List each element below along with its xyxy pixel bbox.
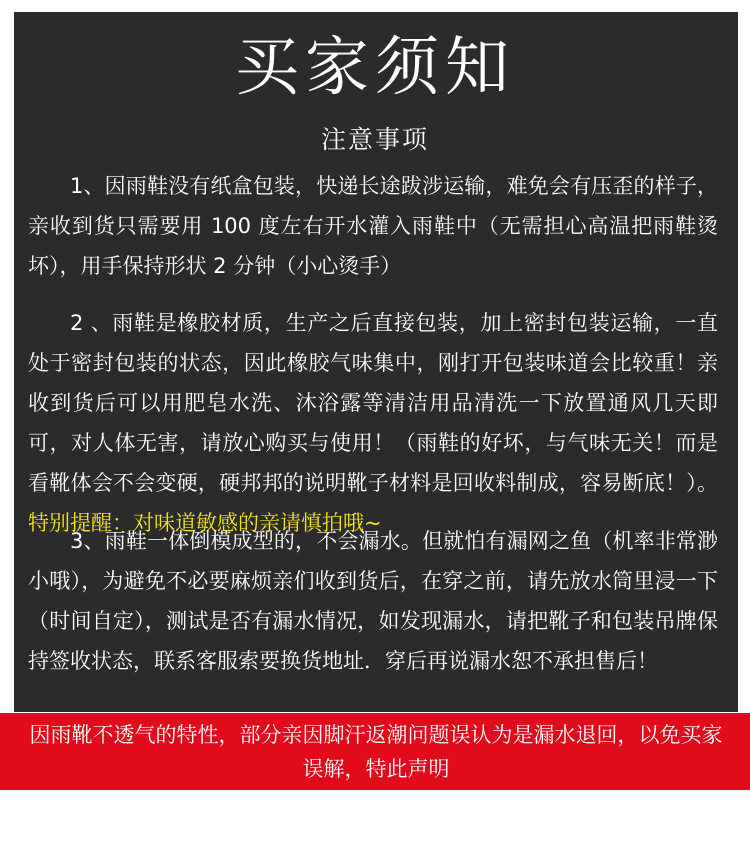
notice-item-2-text: 2 、雨鞋是橡胶材质，生产之后直接包装，加上密封包装运输，一直处于密封包装的状态，因此橡胶气味集中，刚打开包装味道会比较重！亲收到货后可以用肥皂水洗、沐浴露等清洁用品清洗一下放置通风几天即可，对人体无害，请放心购买与使用！（雨鞋的好坏，与气味无关！而是看靴体会不会变硬，硬邦邦的说明靴子材料是回收料制成，容易断底！）。	[28, 311, 718, 495]
page-title: 买家须知	[235, 31, 515, 105]
notice-item-3-text: 3、雨鞋一体倒模成型的，不会漏水。但就怕有漏网之鱼（机率非常渺小哦），为避免不必要麻烦亲们收到货后，在穿之前，请先放水筒里浸一下（时间自定），测试是否有漏水情况，如发现漏水，请把靴子和包装吊牌保持签收状态，联系客服索要换货地址．穿后再说漏水恕不承担售后！	[28, 529, 718, 673]
notice-item-2	[28, 303, 718, 543]
page-subtitle: 注意事项	[320, 125, 429, 154]
special-reminder: 特别提醒：对味道敏感的亲请慎拍哦~	[28, 511, 382, 535]
notice-item-1-text: 1、因雨鞋没有纸盒包装，快递长途跋涉运输，难免会有压歪的样子，亲收到货只需要用 100 度左右开水灌入雨鞋中（无需担心高温把雨鞋烫坏），用手保持形状 2 分钟（小心烫手）	[28, 174, 718, 278]
notice-item-1	[28, 166, 718, 286]
notice-item-3	[28, 521, 718, 681]
statement-text: 因雨靴不透气的特性，部分亲因脚汗返潮问题误认为是漏水退回，以免买家误解，特此声明	[29, 723, 723, 781]
